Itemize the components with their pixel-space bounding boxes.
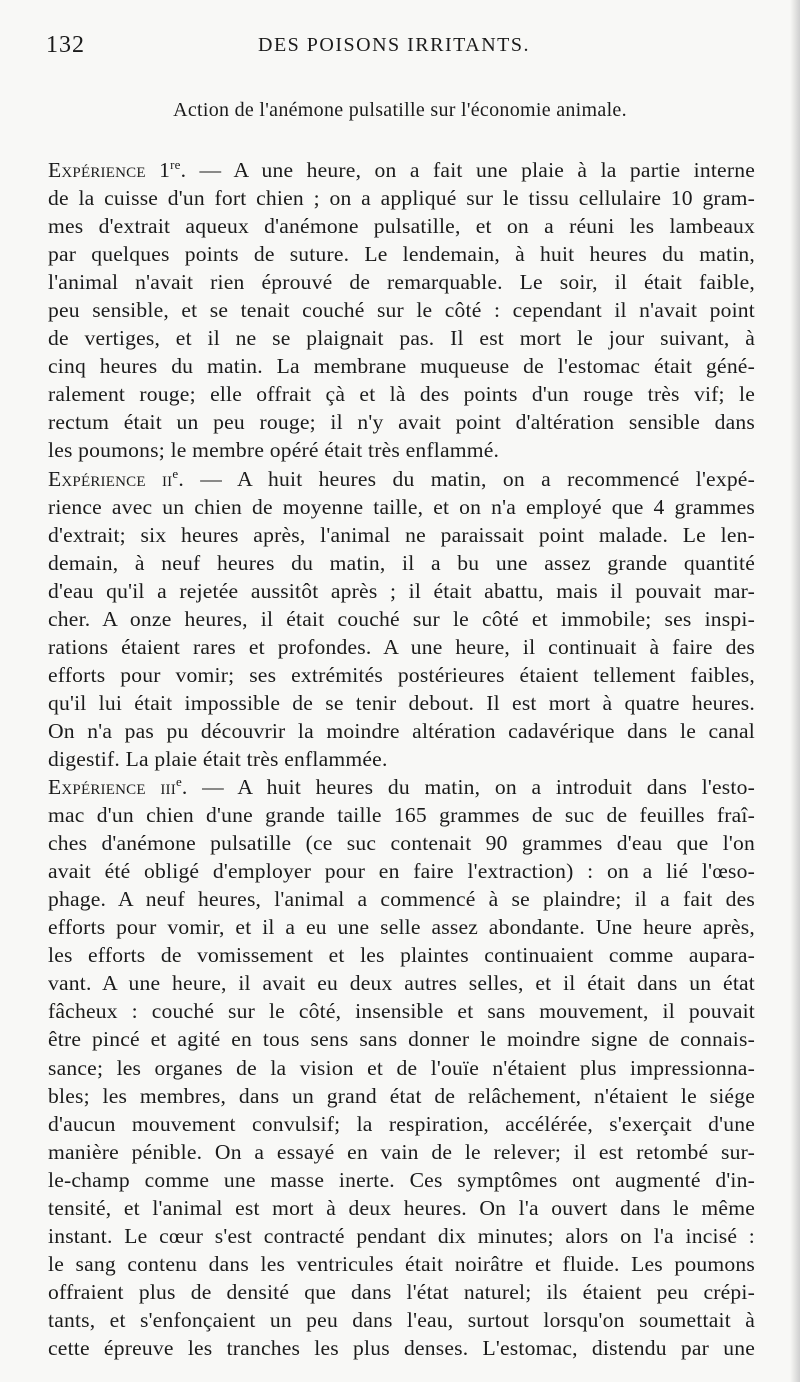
experiment-2-dash: . — xyxy=(178,466,238,491)
text-line: rations étaient rares et profondes. A une heure, il continuait à faire des xyxy=(48,634,755,659)
text-line: efforts pour vomir, et il a eu une selle assez abondante. Une heure après, xyxy=(48,915,755,940)
page-edge-shadow xyxy=(790,0,800,1382)
experiment-2-numeral: ii xyxy=(161,466,173,491)
text-line: le-champ comme une masse inerte. Ces symptômes ont augmenté d'in- xyxy=(48,1167,755,1192)
text-line: rectum était un peu rouge; il n'y avait point d'altération sensible dans xyxy=(48,410,755,435)
text-line: instant. Le cœur s'est contracté pendant dix minutes; alors on l'a incisé : xyxy=(48,1223,755,1248)
text-line: phage. A neuf heures, l'animal a commencé à se plaindre; il a fait des xyxy=(48,887,755,912)
text-line: les poumons; le membre opéré était très enflammé. xyxy=(48,438,500,463)
text-line: de la cuisse d'un fort chien ; on a appliqué sur le tissu cellulaire 10 gram- xyxy=(48,186,755,211)
experiment-2-sup: e xyxy=(172,465,179,481)
text-line: par quelques points de suture. Le lendemain, à huit heures du matin, xyxy=(48,242,755,267)
text-line: les efforts de vomissement et les plaintes continuaient comme aupara- xyxy=(48,943,755,968)
text-line: On n'a pas pu découvrir la moindre altération cadavérique dans le canal xyxy=(48,718,755,743)
text-line: digestif. La plaie était très enflammée. xyxy=(48,746,388,771)
experiment-3-line-1 xyxy=(48,773,755,801)
text-line: être pincé et agité en tous sens sans donner le moindre signe de connais- xyxy=(48,1027,755,1052)
text-line: avait été obligé d'employer pour en faire l'extraction) : on a lié l'œso- xyxy=(48,859,755,884)
experiment-2-text: A huit heures du matin, on a recommencé l'expé- xyxy=(237,466,755,491)
text-line: sance; les organes de la vision et de l'ouïe n'étaient plus impressionna- xyxy=(48,1055,755,1080)
experiment-2-label: Expérience xyxy=(48,466,146,491)
text-line: le sang contenu dans les ventricules était noirâtre et fluide. Les poumons xyxy=(48,1251,755,1276)
experiment-3-numeral: iii xyxy=(160,775,176,800)
text-line: fâcheux : couché sur le côté, insensible et sans mouvement, il pouvait xyxy=(48,999,755,1024)
text-line: vant. A une heure, il avait eu deux autres selles, et il était dans un état xyxy=(48,971,755,996)
text-line: tants, et s'enfonçaient un peu dans l'eau, surtout lorsqu'on soumettait à xyxy=(48,1307,755,1332)
text-line: cinq heures du matin. La membrane muqueuse de l'estomac était géné- xyxy=(48,354,755,379)
text-line: de vertiges, et il ne se plaignait pas. Il est mort le jour suivant, à xyxy=(48,326,755,351)
text-line: tensité, et l'animal est mort à deux heures. On l'a ouvert dans le même xyxy=(48,1195,755,1220)
body-text xyxy=(48,156,755,1362)
experiment-1-line-1 xyxy=(48,156,755,184)
text-line: d'extrait; six heures après, l'animal ne paraissait point malade. Le len- xyxy=(48,522,755,547)
text-line: d'aucun mouvement convulsif; la respiration, accélérée, s'exerçait d'une xyxy=(48,1111,755,1136)
experiment-1-numeral: 1 xyxy=(159,158,171,182)
page-number: 132 xyxy=(46,32,85,58)
experiment-3-text: A huit heures du matin, on a introduit dans l'esto- xyxy=(237,775,755,800)
text-line: qu'il lui était impossible de se tenir debout. Il est mort à quatre heures. xyxy=(48,690,755,715)
text-line: manière pénible. On a essayé en vain de le relever; il est retombé sur- xyxy=(48,1139,755,1164)
experiment-3-label: Expérience xyxy=(48,775,146,800)
text-line: ralement rouge; elle offrait çà et là des points d'un rouge très vif; le xyxy=(48,382,755,407)
text-line: mac d'un chien d'une grande taille 165 grammes de suc de feuilles fraî- xyxy=(48,803,755,828)
running-title: DES POISONS IRRITANTS. xyxy=(258,34,530,56)
experiment-3-dash: . — xyxy=(181,775,238,800)
experiment-3-sup: e xyxy=(175,773,182,789)
section-title: Action de l'anémone pulsatille sur l'économie animale. xyxy=(173,99,627,121)
text-line: bles; les membres, dans un grand état de relâchement, n'étaient le siége xyxy=(48,1083,755,1108)
text-line: demain, à neuf heures du matin, il a bu une assez grande quantité xyxy=(48,550,755,575)
text-line: offraient plus de densité que dans l'état naturel; ils étaient peu crépi- xyxy=(48,1279,755,1304)
experiment-1-dash: . — xyxy=(180,158,234,182)
experiment-1-text: A une heure, on a fait une plaie à la partie interne xyxy=(233,158,755,182)
text-line: efforts pour vomir; ses extrémités postérieures étaient tellement faibles, xyxy=(48,662,755,687)
text-line: peu sensible, et se tenait couché sur le côté : cependant il n'avait point xyxy=(48,298,755,323)
text-line: rience avec un chien de moyenne taille, et on n'a employé que 4 grammes xyxy=(48,494,755,519)
running-head xyxy=(46,30,546,60)
text-line: d'eau qu'il a rejetée aussitôt après ; il était abattu, mais il pouvait mar- xyxy=(48,578,755,603)
text-line: cette épreuve les tranches les plus denses. L'estomac, distendu par une xyxy=(48,1335,755,1360)
experiment-1-label: Expérience xyxy=(48,158,146,182)
text-line: cher. A onze heures, il était couché sur le côté et immobile; ses inspi- xyxy=(48,606,755,631)
experiment-2-line-1 xyxy=(48,465,755,493)
experiment-1-sup: re xyxy=(170,156,181,172)
text-line: mes d'extrait aqueux d'anémone pulsatille, et on a réuni les lambeaux xyxy=(48,214,755,239)
text-line: ches d'anémone pulsatille (ce suc contenait 90 grammes d'eau que l'on xyxy=(48,831,755,856)
text-line: l'animal n'avait rien éprouvé de remarquable. Le soir, il était faible, xyxy=(48,270,755,295)
